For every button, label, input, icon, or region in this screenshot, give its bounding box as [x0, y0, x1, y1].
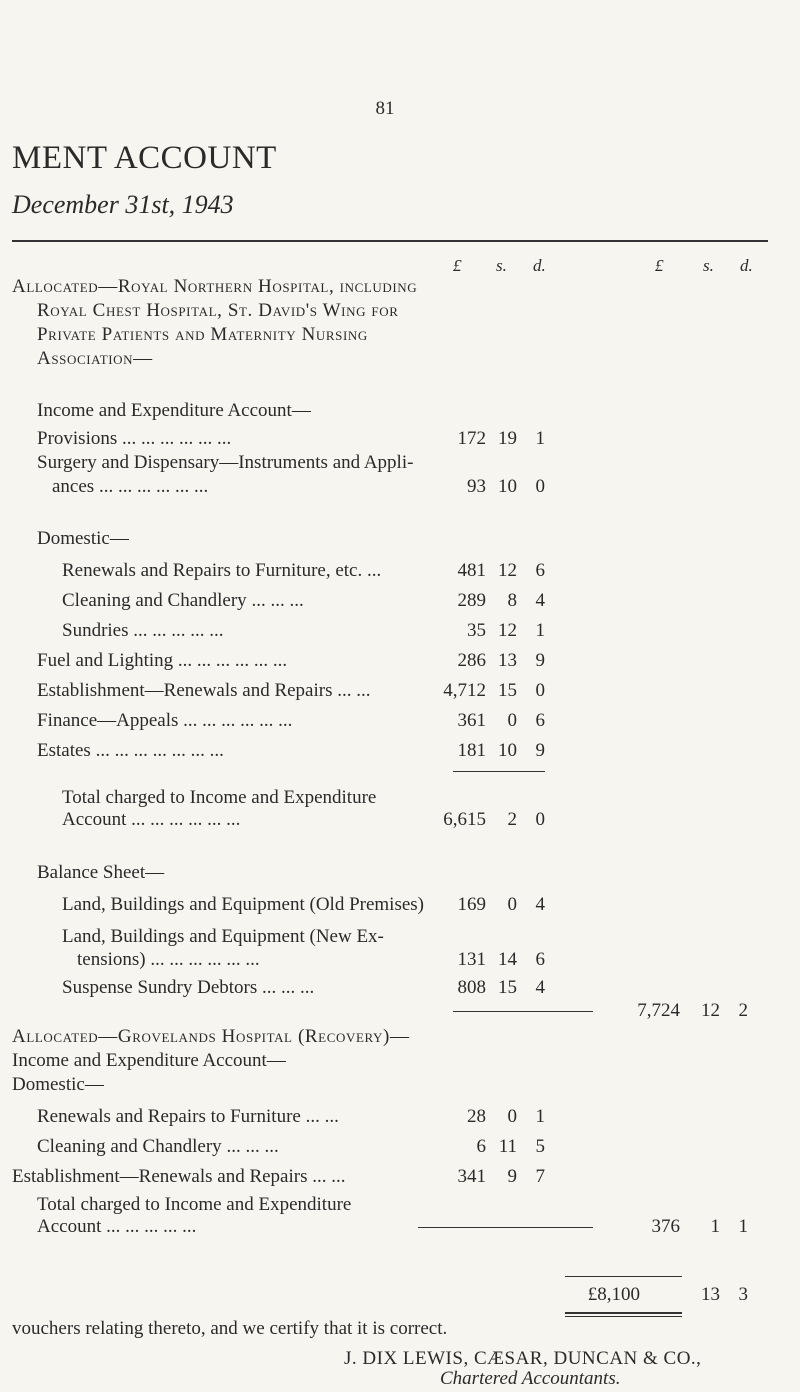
domestic-item-cleaning-shillings: 8: [507, 590, 517, 611]
section2-income-heading: Income and Expenditure Account—: [12, 1050, 286, 1071]
domestic-item-renewals-label: Renewals and Repairs to Furniture, etc. ...: [62, 560, 382, 581]
section2-renewals-pence: 1: [535, 1106, 545, 1127]
establishment-label: Establishment—Renewals and Repairs ... ...: [37, 680, 371, 701]
grand-total-pence: 3: [738, 1284, 748, 1305]
suspense-pounds: 808: [457, 977, 486, 998]
surgery-pounds: 93: [467, 476, 486, 497]
finance-appeals-label: Finance—Appeals ... ... ... ... ... ...: [37, 710, 293, 731]
domestic-item-sundries-label: Sundries ... ... ... ... ...: [62, 620, 224, 641]
grand-total-double-rule-2: [565, 1316, 682, 1317]
page-title: MENT ACCOUNT: [12, 140, 277, 176]
establishment-pounds: 4,712: [443, 680, 486, 701]
section1-subtotal-rule: [453, 771, 545, 772]
section2-heading: Allocated—Grovelands Hospital (Recovery)—: [12, 1026, 410, 1047]
provisions-label: Provisions ... ... ... ... ... ...: [37, 428, 232, 449]
new-extensions-shillings: 14: [498, 949, 517, 970]
suspense-pence: 4: [535, 977, 545, 998]
section2-total-pence: 1: [738, 1216, 748, 1237]
section1-heading-line-2: Royal Chest Hospital, St. David's Wing for: [37, 300, 399, 321]
balance-sheet-heading: Balance Sheet—: [37, 862, 165, 883]
section2-cleaning-pounds: 6: [476, 1136, 486, 1157]
suspense-shillings: 15: [498, 977, 517, 998]
section2-establishment-shillings: 9: [507, 1166, 517, 1187]
header-rule: [12, 240, 768, 242]
estates-label: Estates ... ... ... ... ... ... ...: [37, 740, 224, 761]
surgery-pence: 0: [535, 476, 545, 497]
grand-total-double-rule-1: [565, 1312, 682, 1314]
old-premises-pounds: 169: [457, 894, 486, 915]
grand-total-shillings: 13: [701, 1284, 720, 1305]
domestic-item-sundries-pounds: 35: [467, 620, 486, 641]
domestic-heading: Domestic—: [37, 528, 129, 549]
section1-heading-line-3: Private Patients and Maternity Nursing: [37, 324, 368, 345]
surgery-label-line-2: ances ... ... ... ... ... ...: [52, 476, 209, 497]
section2-total-shillings: 1: [710, 1216, 720, 1237]
section2-establishment-pence: 7: [535, 1166, 545, 1187]
domestic-item-cleaning-pence: 4: [535, 590, 545, 611]
section2-cleaning-pence: 5: [535, 1136, 545, 1157]
section1-total-label-line-1: Total charged to Income and Expenditure: [62, 787, 377, 808]
section2-domestic-heading: Domestic—: [12, 1074, 104, 1095]
col2-pence-header: d.: [740, 256, 753, 275]
estates-pounds: 181: [457, 740, 486, 761]
section2-total-label-line-2: Account ... ... ... ... ...: [37, 1216, 197, 1237]
section2-carry-rule: [418, 1227, 593, 1228]
domestic-item-sundries-pence: 1: [535, 620, 545, 641]
grand-total-pounds: £8,100: [587, 1284, 640, 1305]
section1-total-pence: 0: [535, 809, 545, 830]
domestic-item-renewals-pence: 6: [535, 560, 545, 581]
old-premises-pence: 4: [535, 894, 545, 915]
establishment-shillings: 15: [498, 680, 517, 701]
col1-shillings-header: s.: [496, 256, 507, 275]
auditor-signature: J. DIX LEWIS, CÆSAR, DUNCAN & CO.,: [344, 1348, 702, 1369]
new-extensions-label-line-2: tensions) ... ... ... ... ... ...: [77, 949, 260, 970]
finance-appeals-pence: 6: [535, 710, 545, 731]
section2-cleaning-label: Cleaning and Chandlery ... ... ...: [37, 1136, 279, 1157]
section1-heading-line-4: Association—: [37, 348, 153, 369]
page-number: 81: [375, 98, 395, 119]
domestic-item-renewals-shillings: 12: [498, 560, 517, 581]
fuel-lighting-label: Fuel and Lighting ... ... ... ... ... ...: [37, 650, 288, 671]
fuel-lighting-pence: 9: [535, 650, 545, 671]
section1-subtotal-pence: 2: [738, 1000, 748, 1021]
section2-renewals-shillings: 0: [507, 1106, 517, 1127]
account-date: December 31st, 1943: [12, 190, 234, 219]
section1-total-label-line-2: Account ... ... ... ... ... ...: [62, 809, 241, 830]
estates-pence: 9: [535, 740, 545, 761]
section1-total-pounds: 6,615: [443, 809, 486, 830]
establishment-pence: 0: [535, 680, 545, 701]
balance-sheet-carry-rule: [453, 1011, 593, 1012]
certification-text: vouchers relating thereto, and we certify that it is correct.: [12, 1318, 448, 1339]
new-extensions-label-line-1: Land, Buildings and Equipment (New Ex-: [62, 926, 384, 947]
section1-heading-line-1: Allocated—Royal Northern Hospital, including: [12, 276, 418, 297]
col2-pounds-header: £: [655, 256, 664, 275]
domestic-item-sundries-shillings: 12: [498, 620, 517, 641]
provisions-shillings: 19: [498, 428, 517, 449]
section2-cleaning-shillings: 11: [498, 1136, 517, 1157]
col1-pence-header: d.: [533, 256, 546, 275]
col2-shillings-header: s.: [703, 256, 714, 275]
domestic-item-cleaning-label: Cleaning and Chandlery ... ... ...: [62, 590, 304, 611]
fuel-lighting-shillings: 13: [498, 650, 517, 671]
section2-total-label-line-1: Total charged to Income and Expenditure: [37, 1194, 352, 1215]
section2-renewals-pounds: 28: [467, 1106, 486, 1127]
income-expenditure-heading: Income and Expenditure Account—: [37, 400, 311, 421]
old-premises-label: Land, Buildings and Equipment (Old Premises): [62, 894, 425, 915]
section1-subtotal-pounds: 7,724: [637, 1000, 680, 1021]
section2-establishment-label: Establishment—Renewals and Repairs ... ...: [12, 1166, 346, 1187]
section1-subtotal-shillings: 12: [701, 1000, 720, 1021]
auditor-title: Chartered Accountants.: [440, 1368, 621, 1389]
domestic-item-cleaning-pounds: 289: [457, 590, 486, 611]
section2-total-pounds: 376: [651, 1216, 680, 1237]
section1-total-shillings: 2: [507, 809, 517, 830]
provisions-pounds: 172: [457, 428, 486, 449]
section2-establishment-pounds: 341: [457, 1166, 486, 1187]
fuel-lighting-pounds: 286: [457, 650, 486, 671]
grand-total-top-rule: [565, 1276, 682, 1277]
surgery-shillings: 10: [498, 476, 517, 497]
finance-appeals-pounds: 361: [457, 710, 486, 731]
new-extensions-pounds: 131: [457, 949, 486, 970]
old-premises-shillings: 0: [507, 894, 517, 915]
suspense-label: Suspense Sundry Debtors ... ... ...: [62, 977, 315, 998]
finance-appeals-shillings: 0: [507, 710, 517, 731]
domestic-item-renewals-pounds: 481: [457, 560, 486, 581]
new-extensions-pence: 6: [535, 949, 545, 970]
section2-renewals-label: Renewals and Repairs to Furniture ... ...: [37, 1106, 339, 1127]
col1-pounds-header: £: [453, 256, 462, 275]
estates-shillings: 10: [498, 740, 517, 761]
provisions-pence: 1: [535, 428, 545, 449]
surgery-label-line-1: Surgery and Dispensary—Instruments and Appli-: [37, 452, 414, 473]
